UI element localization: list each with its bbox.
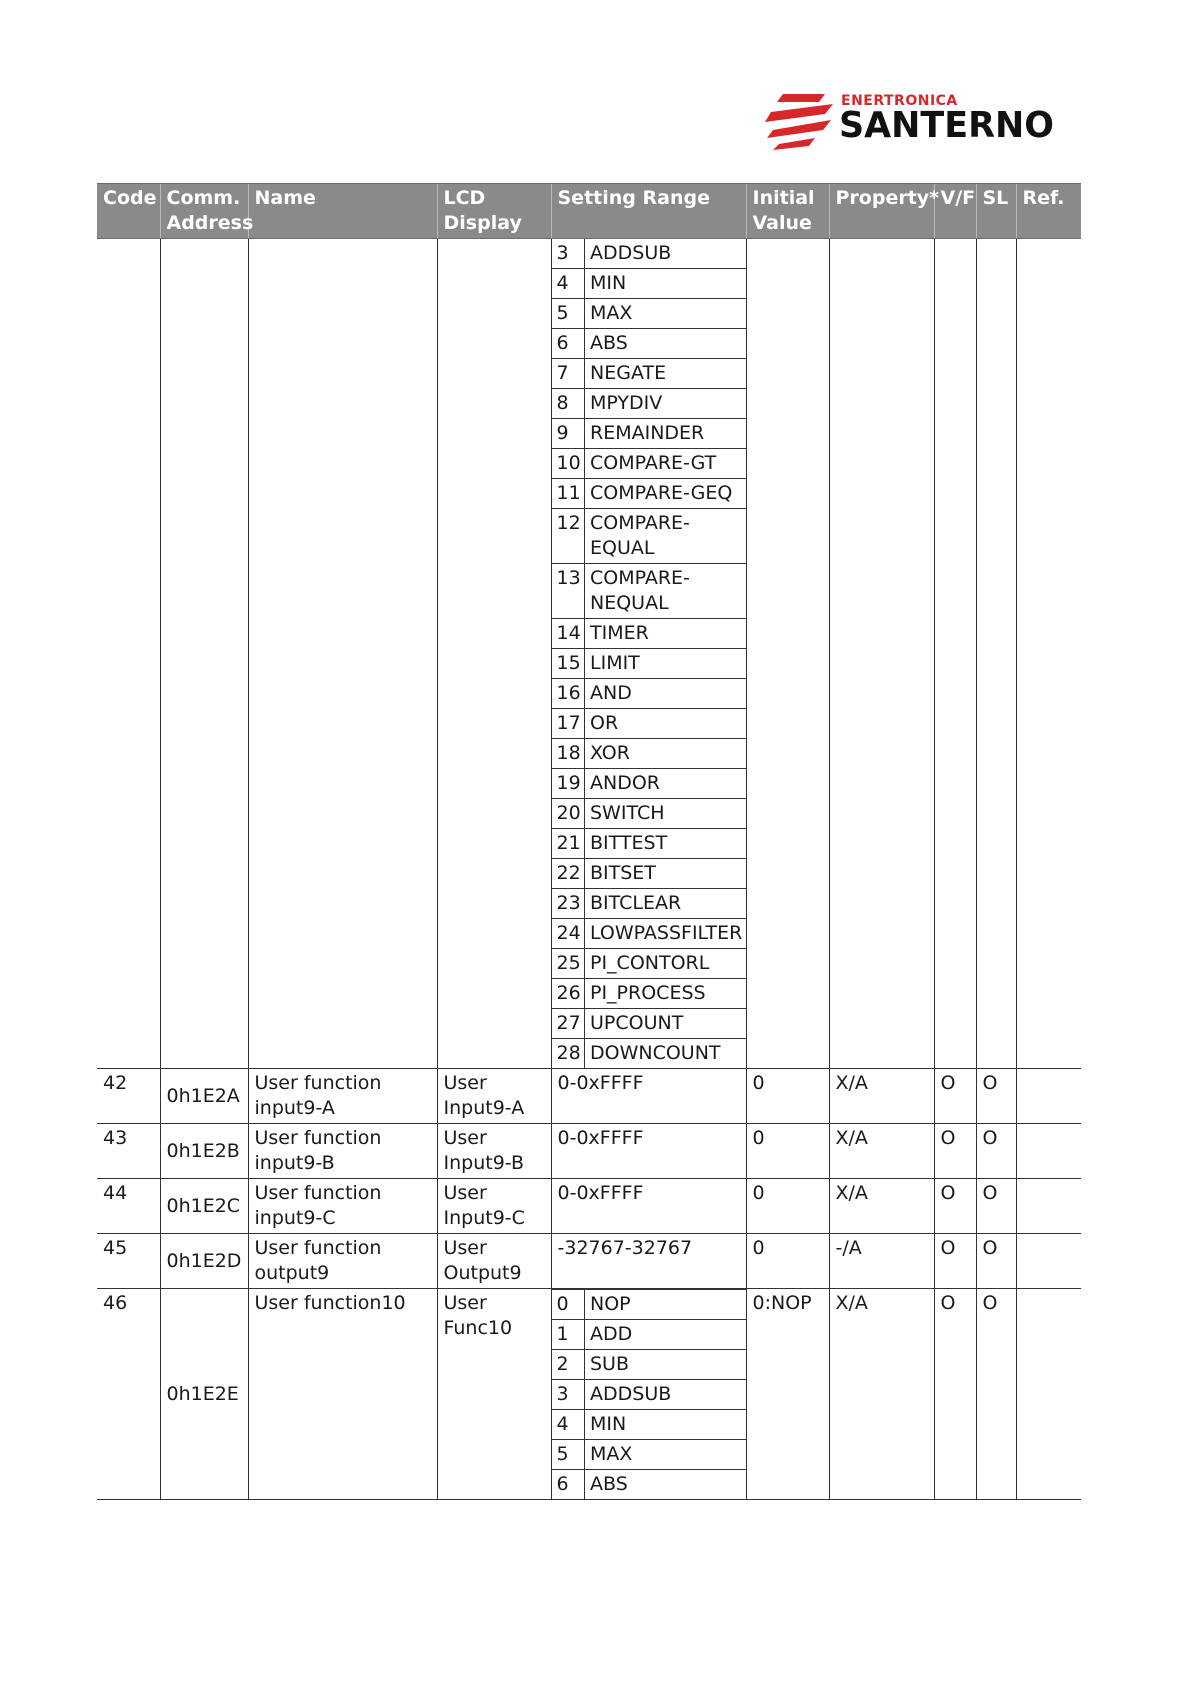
- options-list: [552, 239, 746, 1068]
- table-row: [97, 1069, 1081, 1124]
- option-row: [552, 1410, 746, 1440]
- options-list: [552, 1289, 746, 1499]
- table-row: [97, 1179, 1081, 1234]
- property-cell: X/A: [829, 1069, 934, 1124]
- option-value: 6: [552, 1470, 585, 1500]
- option-row: [552, 1009, 746, 1039]
- option-value: 7: [552, 359, 585, 389]
- option-label: ADDSUB: [585, 1380, 746, 1410]
- setting-range-cell: -32767-32767: [551, 1234, 746, 1289]
- code-cell: 43: [97, 1124, 160, 1179]
- option-label: BITSET: [585, 859, 746, 889]
- option-row: [552, 419, 746, 449]
- option-value: 11: [552, 479, 585, 509]
- option-row: [552, 564, 746, 619]
- option-row: [552, 1320, 746, 1350]
- lcd-cell: User Output9: [437, 1234, 551, 1289]
- option-value: 4: [552, 269, 585, 299]
- option-row: [552, 739, 746, 769]
- option-row: [552, 1290, 746, 1320]
- header-property: [829, 184, 940, 239]
- header-comm-address: [160, 184, 254, 239]
- option-row: [552, 829, 746, 859]
- option-value: 23: [552, 889, 585, 919]
- option-row: [552, 1039, 746, 1069]
- option-value: 3: [552, 239, 585, 269]
- name-cell: User function input9-A: [248, 1069, 437, 1124]
- header-label: Initial: [752, 187, 815, 209]
- lcd-cell: User Input9-A: [437, 1069, 551, 1124]
- logo-title: SANTERNO: [839, 105, 1054, 146]
- option-row: [552, 799, 746, 829]
- option-row: [552, 239, 746, 269]
- lcd-cell: User Input9-B: [437, 1124, 551, 1179]
- property-cell: X/A: [829, 1179, 934, 1234]
- ref-cell: [1016, 1289, 1081, 1500]
- option-row: [552, 949, 746, 979]
- option-row: [552, 979, 746, 1009]
- option-value: 14: [552, 619, 585, 649]
- option-value: 10: [552, 449, 585, 479]
- sl-cell: O: [976, 1069, 1016, 1124]
- santerno-logo-mark: [763, 86, 843, 152]
- property-cell: -/A: [829, 1234, 934, 1289]
- option-row: [552, 329, 746, 359]
- name-cell: User function input9-B: [248, 1124, 437, 1179]
- option-label: AND: [585, 679, 746, 709]
- header-code: [97, 184, 160, 239]
- option-row: [552, 1470, 746, 1500]
- header-initial-value: [746, 184, 829, 239]
- option-row: [552, 649, 746, 679]
- address-cell: 0h1E2B: [160, 1124, 248, 1179]
- option-label: LOWPASSFILTER: [585, 919, 746, 949]
- option-row: [552, 269, 746, 299]
- name-cell: User function10: [248, 1289, 437, 1500]
- vf-cell: O: [934, 1179, 976, 1234]
- option-value: 2: [552, 1350, 585, 1380]
- option-value: 5: [552, 299, 585, 329]
- option-row: [552, 769, 746, 799]
- vf-cell: O: [934, 1289, 976, 1500]
- header-vf: [934, 184, 976, 239]
- header-label: LCD: [443, 187, 486, 209]
- option-label: MIN: [585, 269, 746, 299]
- option-value: 17: [552, 709, 585, 739]
- option-row: [552, 389, 746, 419]
- ref-cell: [1016, 1234, 1081, 1289]
- option-value: 22: [552, 859, 585, 889]
- option-value: 25: [552, 949, 585, 979]
- sl-cell: O: [976, 1289, 1016, 1500]
- option-row: [552, 299, 746, 329]
- option-label: NOP: [585, 1290, 746, 1320]
- code-cell: 44: [97, 1179, 160, 1234]
- sl-cell: [976, 239, 1016, 1069]
- initial-cell: 0: [746, 1069, 829, 1124]
- option-value: 26: [552, 979, 585, 1009]
- property-cell: X/A: [829, 1289, 934, 1500]
- option-value: 5: [552, 1440, 585, 1470]
- option-value: 19: [552, 769, 585, 799]
- option-row: [552, 1380, 746, 1410]
- option-value: 28: [552, 1039, 585, 1069]
- header-label: Address: [166, 212, 254, 234]
- option-label: TIMER: [585, 619, 746, 649]
- continuation-row: [97, 239, 1081, 1069]
- option-row: [552, 509, 746, 564]
- table-header-row: [97, 184, 1081, 239]
- option-label: COMPARE-GEQ: [585, 479, 746, 509]
- header-label: Code: [103, 187, 157, 209]
- name-cell: User function output9: [248, 1234, 437, 1289]
- setting-range-cell: [551, 1289, 746, 1500]
- option-label: LIMIT: [585, 649, 746, 679]
- setting-range-cell: [551, 239, 746, 1069]
- header-label: Setting Range: [557, 187, 710, 209]
- address-cell: [160, 239, 248, 1069]
- setting-range-cell: 0-0xFFFF: [551, 1179, 746, 1234]
- ref-cell: [1016, 1069, 1081, 1124]
- option-label: SWITCH: [585, 799, 746, 829]
- option-label: COMPARE-NEQUAL: [585, 564, 746, 619]
- option-label: UPCOUNT: [585, 1009, 746, 1039]
- header-label: Value: [752, 212, 812, 234]
- initial-cell: 0: [746, 1234, 829, 1289]
- header-setting-range: [551, 184, 746, 239]
- option-label: ANDOR: [585, 769, 746, 799]
- option-row: [552, 1440, 746, 1470]
- option-row: [552, 919, 746, 949]
- header-name: [248, 184, 437, 239]
- header-lcd-display: [437, 184, 551, 239]
- option-row: [552, 1350, 746, 1380]
- sl-cell: O: [976, 1124, 1016, 1179]
- setting-range-cell: 0-0xFFFF: [551, 1124, 746, 1179]
- option-row: [552, 359, 746, 389]
- property-cell: X/A: [829, 1124, 934, 1179]
- option-label: OR: [585, 709, 746, 739]
- initial-cell: 0:NOP: [746, 1289, 829, 1500]
- option-label: MPYDIV: [585, 389, 746, 419]
- option-row: [552, 679, 746, 709]
- vf-cell: O: [934, 1124, 976, 1179]
- option-value: 18: [552, 739, 585, 769]
- code-cell: 42: [97, 1069, 160, 1124]
- option-value: 24: [552, 919, 585, 949]
- lcd-cell: User Input9-C: [437, 1179, 551, 1234]
- option-label: MAX: [585, 1440, 746, 1470]
- option-row: [552, 889, 746, 919]
- option-value: 9: [552, 419, 585, 449]
- option-label: ABS: [585, 329, 746, 359]
- option-label: ADDSUB: [585, 239, 746, 269]
- header-label: Name: [254, 187, 316, 209]
- option-value: 13: [552, 564, 585, 619]
- vf-cell: [934, 239, 976, 1069]
- option-label: XOR: [585, 739, 746, 769]
- option-label: MAX: [585, 299, 746, 329]
- header-label: Display: [443, 212, 522, 234]
- header-label: Property*: [835, 187, 940, 209]
- table-row: [97, 1124, 1081, 1179]
- header-label: Comm.: [166, 187, 241, 209]
- code-cell: [97, 239, 160, 1069]
- header-label: Ref.: [1022, 187, 1065, 209]
- company-logo: [763, 86, 1073, 152]
- option-value: 1: [552, 1320, 585, 1350]
- table-row: [97, 1234, 1081, 1289]
- option-value: 3: [552, 1380, 585, 1410]
- ref-cell: [1016, 239, 1081, 1069]
- lcd-cell: [437, 239, 551, 1069]
- header-label: SL: [982, 187, 1009, 209]
- code-cell: 45: [97, 1234, 160, 1289]
- option-label: DOWNCOUNT: [590, 1042, 721, 1064]
- ref-cell: [1016, 1179, 1081, 1234]
- option-label: ADD: [585, 1320, 746, 1350]
- lcd-cell: User Func10: [437, 1289, 551, 1500]
- option-value: 27: [552, 1009, 585, 1039]
- parameter-table: [97, 183, 1081, 1500]
- option-label: COMPARE-EQUAL: [585, 509, 746, 564]
- option-label: PI_PROCESS: [585, 979, 746, 1009]
- address-cell: 0h1E2A: [160, 1069, 248, 1124]
- code-cell: 46: [97, 1289, 160, 1500]
- option-value: 15: [552, 649, 585, 679]
- address-cell: 0h1E2D: [160, 1234, 248, 1289]
- option-row: [552, 449, 746, 479]
- option-label: ABS: [585, 1470, 746, 1500]
- header-sl: [976, 184, 1016, 239]
- initial-cell: 0: [746, 1124, 829, 1179]
- option-label: REMAINDER: [585, 419, 746, 449]
- setting-range-cell: 0-0xFFFF: [551, 1069, 746, 1124]
- header-ref: [1016, 184, 1081, 239]
- initial-cell: [746, 239, 829, 1069]
- option-row: [552, 859, 746, 889]
- option-row: [552, 709, 746, 739]
- vf-cell: O: [934, 1069, 976, 1124]
- logo-subtitle: ENERTRONICA: [841, 93, 958, 109]
- address-cell: 0h1E2C: [160, 1179, 248, 1234]
- option-value: 4: [552, 1410, 585, 1440]
- option-label: COMPARE-GT: [585, 449, 746, 479]
- header-label: V/F: [940, 187, 976, 209]
- sl-cell: O: [976, 1179, 1016, 1234]
- option-label: SUB: [585, 1350, 746, 1380]
- table-row: [97, 1289, 1081, 1500]
- option-label: MIN: [585, 1410, 746, 1440]
- ref-cell: [1016, 1124, 1081, 1179]
- initial-cell: 0: [746, 1179, 829, 1234]
- option-value: 6: [552, 329, 585, 359]
- option-label: BITCLEAR: [585, 889, 746, 919]
- sl-cell: O: [976, 1234, 1016, 1289]
- option-value: 0: [552, 1290, 585, 1320]
- option-value: 16: [552, 679, 585, 709]
- option-value: 12: [552, 509, 585, 564]
- option-row: [552, 479, 746, 509]
- option-value: 21: [552, 829, 585, 859]
- option-value: 20: [552, 799, 585, 829]
- name-cell: [248, 239, 437, 1069]
- property-cell: [829, 239, 934, 1069]
- option-label: BITTEST: [585, 829, 746, 859]
- vf-cell: O: [934, 1234, 976, 1289]
- name-cell: User function input9-C: [248, 1179, 437, 1234]
- option-label: NEGATE: [585, 359, 746, 389]
- option-value: 8: [552, 389, 585, 419]
- option-label: PI_CONTORL: [585, 949, 746, 979]
- address-cell: 0h1E2E: [160, 1289, 248, 1500]
- option-row: [552, 619, 746, 649]
